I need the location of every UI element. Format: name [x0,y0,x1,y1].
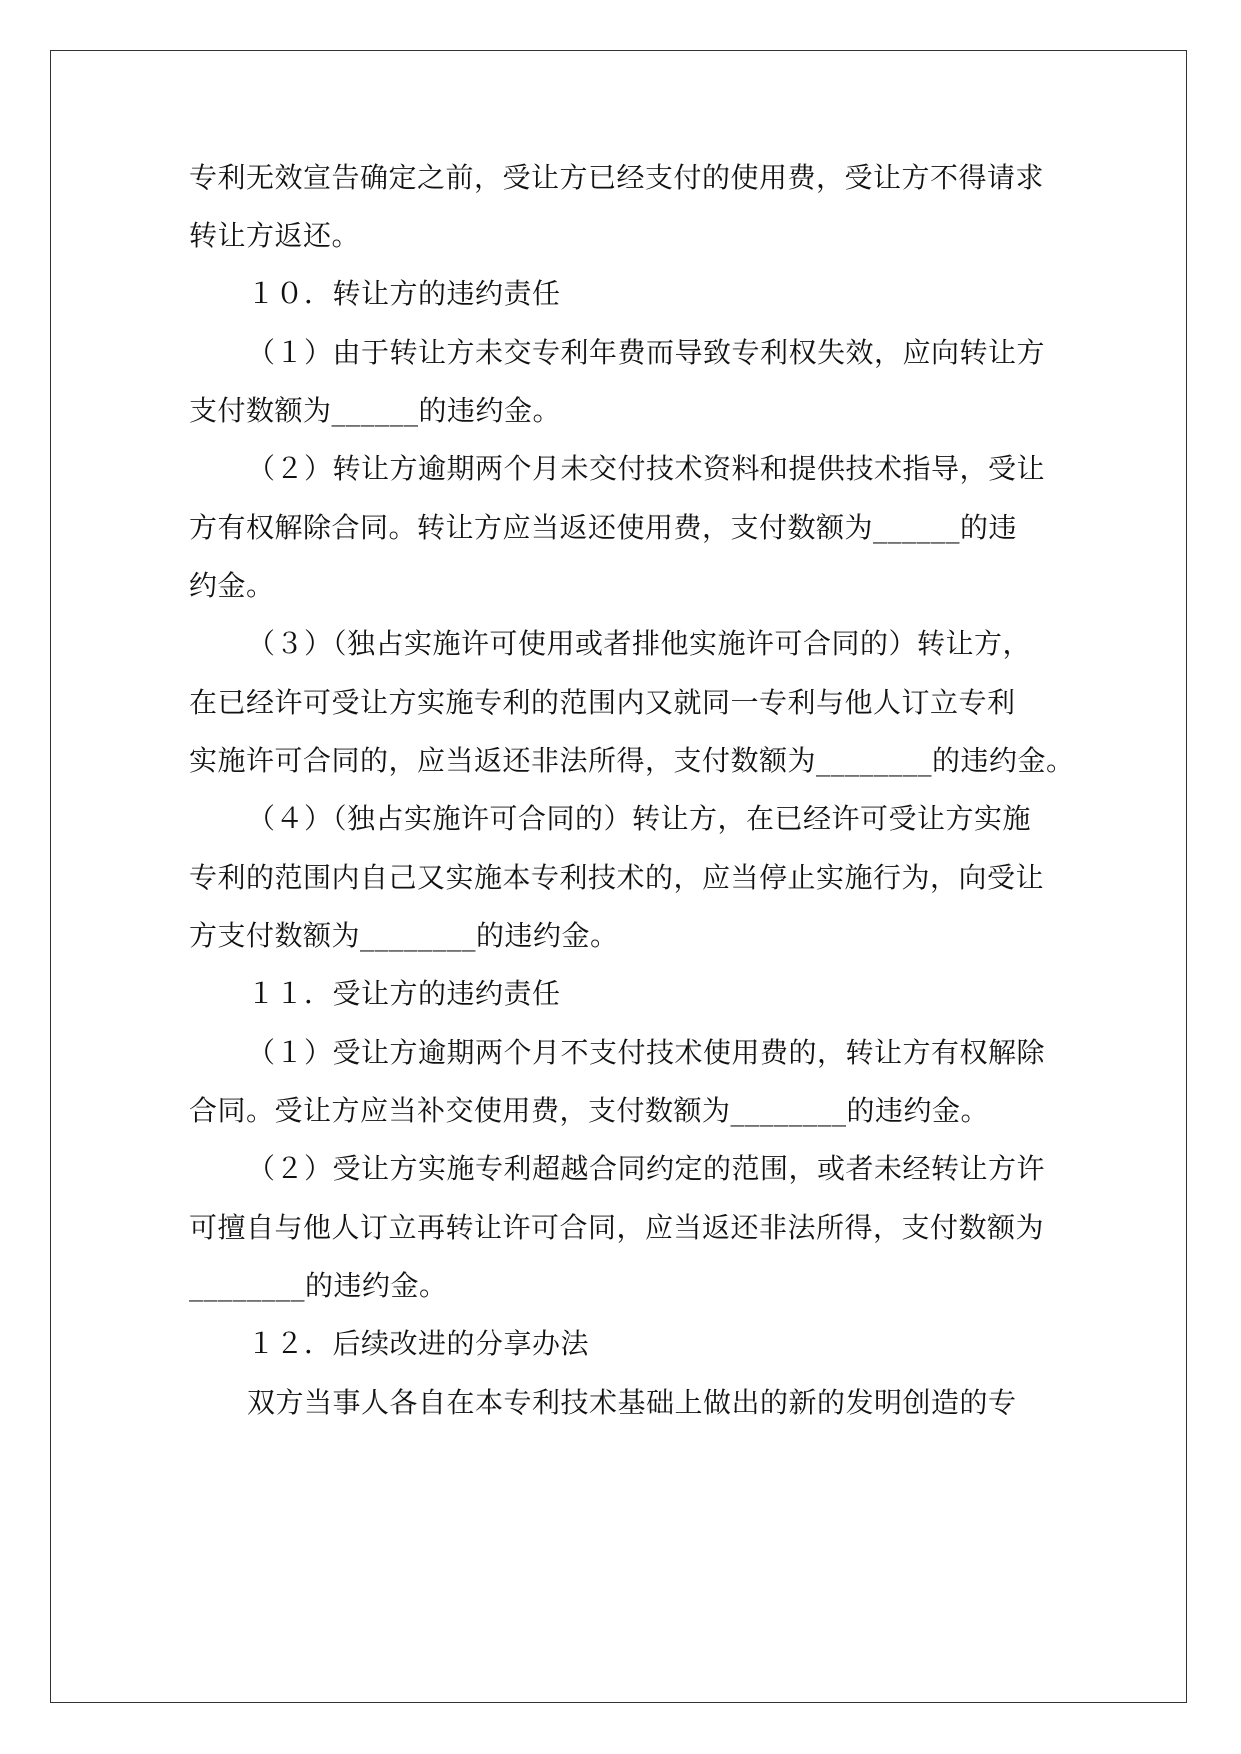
text-line: 在已经许可受让方实施专利的范围内又就同一专利与他人订立专利 [189,686,1016,719]
text-line: 约金。 [189,569,275,602]
text-line: （２）受让方实施专利超越合同约定的范围，或者未经转让方许 [247,1152,1046,1185]
section-heading-11: １１．受让方的违约责任 [247,977,561,1010]
section-heading-12: １２．后续改进的分享办法 [247,1327,590,1360]
text-line: 方有权解除合同。转让方应当返还使用费，支付数额为______的违 [189,511,1018,544]
text-line: （４）（独占实施许可合同的）转让方，在已经许可受让方实施 [247,802,1032,835]
text-line: （２）转让方逾期两个月未交付技术资料和提供技术指导，受让 [247,452,1046,485]
text-line: 可擅自与他人订立再转让许可合同，应当返还非法所得，支付数额为 [189,1211,1045,1244]
text-line: 转让方返还。 [189,219,361,252]
text-line: （３）（独占实施许可使用或者排他实施许可合同的）转让方， [247,627,1032,660]
text-line: 专利无效宣告确定之前，受让方已经支付的使用费，受让方不得请求 [189,161,1045,194]
section-heading-10: １０．转让方的违约责任 [247,277,561,310]
text-line: ________的违约金。 [189,1269,448,1302]
text-line: 支付数额为______的违约金。 [189,394,562,427]
text-line: 专利的范围内自己又实施本专利技术的，应当停止实施行为，向受让 [189,861,1045,894]
text-line: （１）受让方逾期两个月不支付技术使用费的，转让方有权解除 [247,1036,1046,1069]
text-line: 实施许可合同的，应当返还非法所得，支付数额为________的违约金。 [189,744,1075,777]
text-line: 合同。受让方应当补交使用费，支付数额为________的违约金。 [189,1094,990,1127]
text-line: （１）由于转让方未交专利年费而导致专利权失效，应向转让方 [247,336,1046,369]
text-line: 双方当事人各自在本专利技术基础上做出的新的发明创造的专 [247,1386,1017,1419]
text-line: 方支付数额为________的违约金。 [189,919,619,952]
